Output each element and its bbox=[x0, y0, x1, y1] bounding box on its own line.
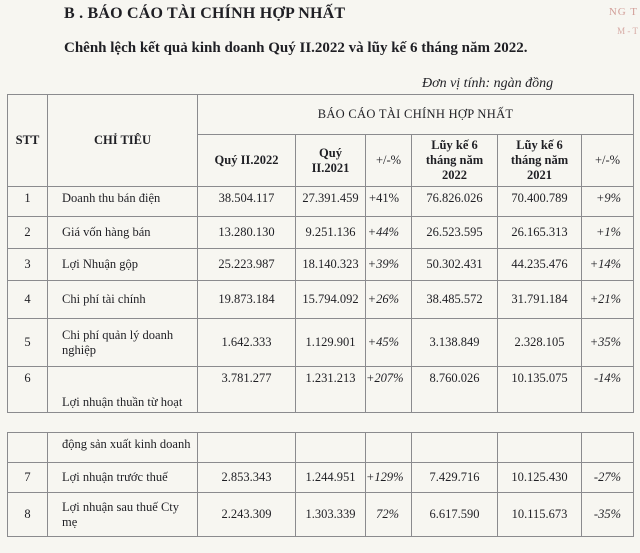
cell-ytd-2021: 70.400.789 bbox=[498, 187, 582, 217]
table-row bbox=[8, 187, 634, 217]
header-group-title: BÁO CÁO TÀI CHÍNH HỢP NHẤT bbox=[198, 95, 634, 135]
cell-ytd-2021: 2.328.105 bbox=[498, 319, 582, 367]
row-indicator-line1: Lợi nhuận sau thuế Cty bbox=[62, 499, 180, 514]
cell-q2-2021: 27.391.459 bbox=[296, 187, 366, 217]
row-indicator: Lợi Nhuận gộp bbox=[48, 249, 198, 281]
cell-pct1: +129% bbox=[366, 463, 412, 493]
cell-pct2: +35% bbox=[582, 319, 634, 367]
header-pct2: +/-% bbox=[582, 135, 634, 187]
row-stt: 4 bbox=[8, 281, 48, 319]
cell-pct2: +9% bbox=[582, 187, 634, 217]
watermark-line-1: NG T bbox=[608, 6, 638, 18]
table-row bbox=[8, 249, 634, 281]
row-indicator: Doanh thu bán điện bbox=[48, 187, 198, 217]
cell-ytd-2022: 8.760.026 bbox=[412, 367, 498, 413]
header-q2-2022: Quý II.2022 bbox=[198, 135, 296, 187]
table-row bbox=[8, 463, 634, 493]
cell-q2-2022: 1.642.333 bbox=[198, 319, 296, 367]
cell-q2-2021: 18.140.323 bbox=[296, 249, 366, 281]
cell-q2-2022: 3.781.277 bbox=[198, 367, 296, 413]
row-stt: 2 bbox=[8, 217, 48, 249]
cell-pct2: -27% bbox=[582, 463, 634, 493]
cell-ytd-2021: 10.115.673 bbox=[498, 493, 582, 537]
header-ytd-2021-line2: tháng năm bbox=[510, 153, 569, 167]
cell-pct1: +44% bbox=[366, 217, 412, 249]
cell-ytd-2022: 26.523.595 bbox=[412, 217, 498, 249]
cont-empty bbox=[582, 433, 634, 463]
row-indicator-line1: Chi phí quản lý doanh bbox=[62, 327, 174, 342]
row-indicator: Giá vốn hàng bán bbox=[48, 217, 198, 249]
cell-pct1: 72% bbox=[366, 493, 412, 537]
cell-ytd-2021: 31.791.184 bbox=[498, 281, 582, 319]
cell-q2-2021: 9.251.136 bbox=[296, 217, 366, 249]
table-row bbox=[8, 367, 634, 413]
cell-ytd-2022: 38.485.572 bbox=[412, 281, 498, 319]
cont-empty bbox=[198, 433, 296, 463]
section-title: B . BÁO CÁO TÀI CHÍNH HỢP NHẤT bbox=[64, 5, 346, 22]
cell-ytd-2022: 7.429.716 bbox=[412, 463, 498, 493]
row-stt: 3 bbox=[8, 249, 48, 281]
cell-pct2: +21% bbox=[582, 281, 634, 319]
cell-pct1: +45% bbox=[366, 319, 412, 367]
table-row-continuation bbox=[8, 433, 634, 463]
header-ytd-2022-line2: tháng năm bbox=[425, 153, 484, 167]
cell-ytd-2022: 3.138.849 bbox=[412, 319, 498, 367]
row-indicator-continued: động sản xuất kinh doanh bbox=[48, 433, 198, 463]
row-indicator: Lợi nhuận trước thuế bbox=[48, 463, 198, 493]
row-indicator: Lợi nhuận thuần từ hoạt bbox=[48, 367, 198, 413]
table-row bbox=[8, 493, 634, 537]
cell-q2-2022: 19.873.184 bbox=[198, 281, 296, 319]
cell-q2-2021: 1.244.951 bbox=[296, 463, 366, 493]
corner-watermark bbox=[588, 0, 640, 40]
cell-q2-2021: 1.129.901 bbox=[296, 319, 366, 367]
row-stt: 1 bbox=[8, 187, 48, 217]
header-q2-2021-line1: Quý bbox=[319, 145, 342, 160]
header-ytd-2022 bbox=[412, 135, 498, 187]
cell-pct1: +207% bbox=[366, 367, 412, 413]
cell-pct1: +41% bbox=[366, 187, 412, 217]
header-pct1: +/-% bbox=[366, 135, 412, 187]
cont-empty bbox=[366, 433, 412, 463]
cell-pct2: +14% bbox=[582, 249, 634, 281]
cell-q2-2022: 38.504.117 bbox=[198, 187, 296, 217]
cont-empty bbox=[498, 433, 582, 463]
header-ytd-2021-line1: Lũy kế 6 bbox=[516, 138, 563, 152]
header-ytd-2021 bbox=[498, 135, 582, 187]
cell-ytd-2021: 10.125.430 bbox=[498, 463, 582, 493]
cell-q2-2022: 2.853.343 bbox=[198, 463, 296, 493]
table-row bbox=[8, 281, 634, 319]
row-indicator-line2: mẹ bbox=[62, 514, 78, 529]
watermark-line-2: M - T bbox=[617, 26, 638, 36]
header-ytd-2021-line3: 2021 bbox=[527, 168, 552, 182]
cell-ytd-2021: 44.235.476 bbox=[498, 249, 582, 281]
header-ytd-2022-line3: 2022 bbox=[442, 168, 467, 182]
header-indicator: CHỈ TIÊU bbox=[48, 95, 198, 187]
header-q2-2021 bbox=[296, 135, 366, 187]
row-stt: 5 bbox=[8, 319, 48, 367]
row-stt: 7 bbox=[8, 463, 48, 493]
cont-empty bbox=[412, 433, 498, 463]
report-subtitle: Chênh lệch kết quả kinh doanh Quý II.2022 và lũy kế 6 tháng năm 2022. bbox=[64, 40, 528, 56]
financial-table-continued bbox=[7, 432, 634, 537]
cell-pct2: -14% bbox=[582, 367, 634, 413]
header-q2-2021-line2: II.2021 bbox=[311, 160, 350, 175]
cell-ytd-2022: 76.826.026 bbox=[412, 187, 498, 217]
cont-stt-empty bbox=[8, 433, 48, 463]
header-stt: STT bbox=[8, 95, 48, 187]
cell-q2-2021: 1.231.213 bbox=[296, 367, 366, 413]
table-row bbox=[8, 217, 634, 249]
cell-ytd-2022: 6.617.590 bbox=[412, 493, 498, 537]
cell-pct1: +39% bbox=[366, 249, 412, 281]
row-indicator-line2: nghiệp bbox=[62, 342, 97, 357]
cont-empty bbox=[296, 433, 366, 463]
header-ytd-2022-line1: Lũy kế 6 bbox=[431, 138, 478, 152]
table-row bbox=[8, 319, 634, 367]
unit-note: Đơn vị tính: ngàn đồng bbox=[422, 76, 554, 91]
row-stt: 6 bbox=[8, 367, 48, 413]
cell-q2-2022: 2.243.309 bbox=[198, 493, 296, 537]
cell-ytd-2021: 26.165.313 bbox=[498, 217, 582, 249]
row-indicator bbox=[48, 493, 198, 537]
row-stt: 8 bbox=[8, 493, 48, 537]
header-group-row bbox=[8, 95, 634, 135]
cell-ytd-2021: 10.135.075 bbox=[498, 367, 582, 413]
cell-q2-2021: 1.303.339 bbox=[296, 493, 366, 537]
cell-ytd-2022: 50.302.431 bbox=[412, 249, 498, 281]
financial-table bbox=[7, 94, 634, 413]
cell-pct1: +26% bbox=[366, 281, 412, 319]
cell-pct2: +1% bbox=[582, 217, 634, 249]
row-indicator: Chi phí tài chính bbox=[48, 281, 198, 319]
cell-pct2: -35% bbox=[582, 493, 634, 537]
cell-q2-2022: 25.223.987 bbox=[198, 249, 296, 281]
cell-q2-2022: 13.280.130 bbox=[198, 217, 296, 249]
row-indicator bbox=[48, 319, 198, 367]
cell-q2-2021: 15.794.092 bbox=[296, 281, 366, 319]
